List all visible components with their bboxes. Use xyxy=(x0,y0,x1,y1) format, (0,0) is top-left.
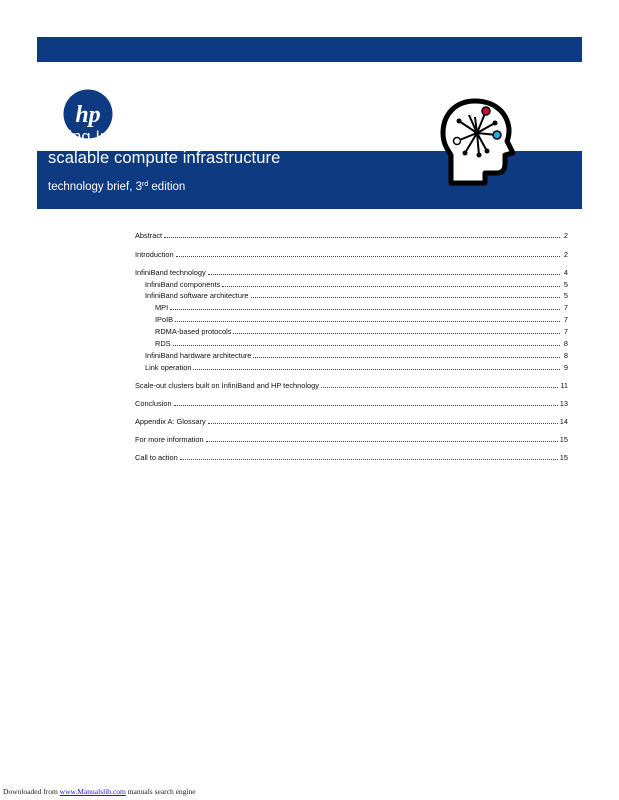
toc-leader-dots xyxy=(193,363,560,370)
toc-leader-dots xyxy=(222,280,560,287)
toc-entry[interactable] xyxy=(135,451,572,462)
toc-entry-label: Appendix A: Glossary xyxy=(135,417,206,426)
toc-entry-label: Call to action xyxy=(135,453,178,462)
toc-leader-dots xyxy=(173,339,560,346)
toc-leader-dots xyxy=(208,417,558,424)
toc-entry-label: Conclusion xyxy=(135,399,172,408)
toc-leader-dots xyxy=(176,250,560,257)
toc-entry[interactable] xyxy=(155,325,572,336)
toc-leader-dots xyxy=(251,291,560,298)
footer-prefix: Downloaded from xyxy=(3,787,60,796)
toc-entry-page: 5 xyxy=(563,291,568,300)
toc-entry-label: RDS xyxy=(155,339,171,348)
toc-entry-label: InfiniBand software architecture xyxy=(145,291,249,300)
title-line-1: Using InfiniBand for a xyxy=(48,128,208,146)
toc-entry-page: 14 xyxy=(559,417,568,426)
document-title xyxy=(48,127,280,169)
toc-entry[interactable] xyxy=(145,289,572,300)
toc-entry-label: InfiniBand technology xyxy=(135,268,206,277)
toc-entry-page: 8 xyxy=(563,339,568,348)
toc-entry[interactable] xyxy=(135,397,572,408)
toc-entry[interactable] xyxy=(135,229,572,240)
footer-note xyxy=(3,787,196,796)
subtitle-prefix: technology brief, 3 xyxy=(48,181,142,193)
footer-suffix: manuals search engine xyxy=(125,787,196,796)
document-subtitle xyxy=(48,180,185,194)
toc-entry-label: InfiniBand hardware architecture xyxy=(145,351,252,360)
toc-leader-dots xyxy=(208,268,560,275)
toc-entry[interactable] xyxy=(145,349,572,360)
toc-entry-page: 2 xyxy=(563,231,568,240)
toc-entry-label: InfiniBand components xyxy=(145,280,221,289)
toc-entry-label: Scale-out clusters built on InfiniBand and HP technology xyxy=(135,381,319,390)
toc-entry-page: 2 xyxy=(563,250,568,259)
toc-entry-label: Introduction xyxy=(135,250,174,259)
toc-entry-label: RDMA-based protocols xyxy=(155,327,232,336)
toc-leader-dots xyxy=(170,303,560,310)
toc-entry-page: 11 xyxy=(560,381,568,390)
toc-entry[interactable] xyxy=(155,337,572,348)
toc-entry-label: Link operation xyxy=(145,363,192,372)
toc-entry[interactable] xyxy=(145,361,572,372)
toc-entry[interactable] xyxy=(135,248,572,259)
toc-entry-label: MPI xyxy=(155,303,169,312)
toc-entry[interactable] xyxy=(155,313,572,324)
toc-leader-dots xyxy=(174,399,558,406)
toc-leader-dots xyxy=(180,453,558,460)
subtitle-suffix: edition xyxy=(148,181,186,193)
toc-entry-page: 15 xyxy=(559,453,568,462)
toc-entry[interactable] xyxy=(135,415,572,426)
header-banner xyxy=(37,37,582,209)
subtitle-superscript: rd xyxy=(141,181,149,188)
toc-entry-label: For more information xyxy=(135,435,204,444)
toc-entry-page: 7 xyxy=(563,303,568,312)
toc-entry-label: IPoIB xyxy=(155,315,174,324)
svg-text:hp: hp xyxy=(75,102,101,128)
toc-entry-page: 8 xyxy=(563,351,568,360)
toc-entry-page: 7 xyxy=(563,327,568,336)
toc-leader-dots xyxy=(206,435,558,442)
head-network-icon xyxy=(439,97,521,189)
toc-entry[interactable] xyxy=(135,266,572,277)
toc-entry-page: 5 xyxy=(563,280,568,289)
toc-leader-dots xyxy=(233,327,560,334)
toc-entry-page: 15 xyxy=(559,435,568,444)
toc-leader-dots xyxy=(321,381,558,388)
toc-leader-dots xyxy=(175,315,560,322)
toc-leader-dots xyxy=(164,231,560,238)
toc-entry[interactable] xyxy=(135,379,572,390)
toc-entry-page: 9 xyxy=(563,363,568,372)
toc-entry[interactable] xyxy=(145,278,572,289)
toc-entry-page: 7 xyxy=(563,315,568,324)
toc-entry[interactable] xyxy=(155,301,572,312)
title-line-2: scalable compute infrastructure xyxy=(48,149,281,167)
toc-entry-label: Abstract xyxy=(135,231,163,240)
toc-entry-page: 13 xyxy=(559,399,568,408)
footer-link[interactable]: www.Manualslib.com xyxy=(59,787,126,796)
toc-entry[interactable] xyxy=(135,433,572,444)
toc-entry-page: 4 xyxy=(563,268,568,277)
toc-leader-dots xyxy=(253,351,560,358)
